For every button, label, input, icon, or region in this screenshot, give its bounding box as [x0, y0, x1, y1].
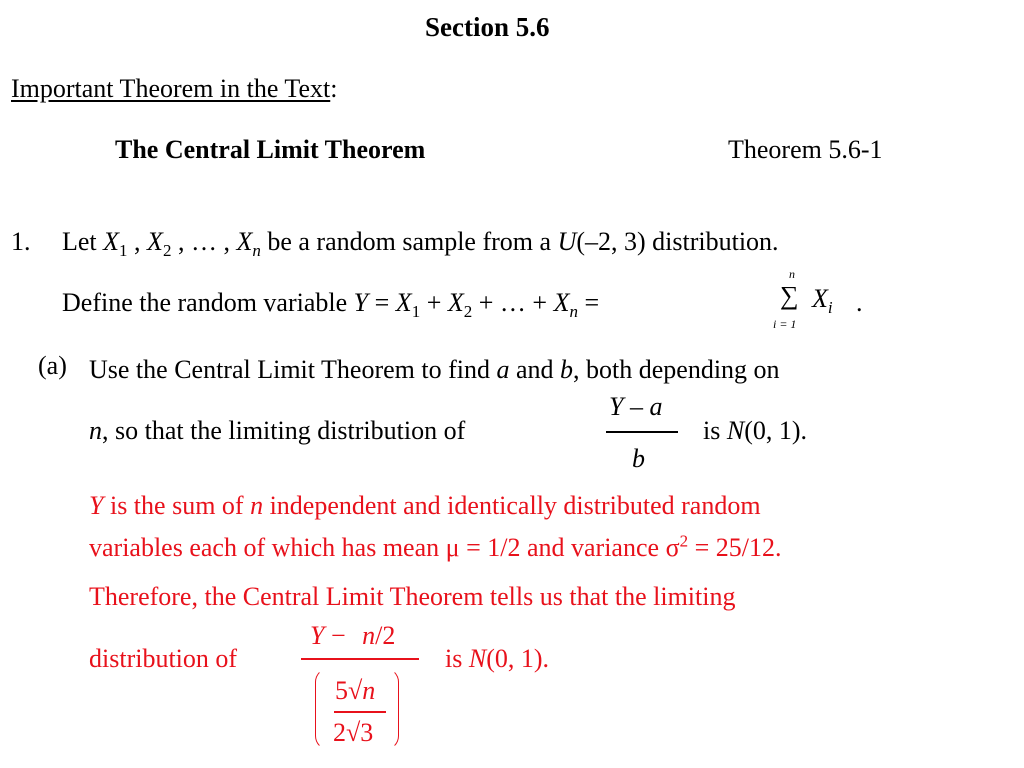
answer-line-4: distribution of — [89, 644, 238, 673]
answer-line-2: variables each of which has mean μ = 1/2 and variance $\sigma^2 = 25/12$. — [89, 531, 782, 562]
important-theorem-label: Important Theorem in the Text — [11, 74, 331, 103]
answer-line-3: Therefore, the Central Limit Theorem tells us that the limiting — [89, 582, 736, 611]
fraction-y-minus-a-numerator: Y – a — [609, 392, 663, 421]
inner-fraction-bar — [334, 711, 386, 713]
sum-lower-limit: i = 1 — [773, 317, 797, 331]
important-theorem-colon: : — [330, 74, 338, 103]
part-a-label: (a) — [38, 351, 67, 380]
denominator-bottom-2-sqrt-3: 2√3 — [333, 718, 374, 747]
part-a-line-1: Use the Central Limit Theorem to find a and b, both depending on — [89, 355, 780, 384]
sum-term: $X_i$ — [812, 284, 833, 318]
fraction-b-denominator: b — [632, 444, 645, 473]
problem-number: 1. — [11, 227, 31, 256]
important-theorem-heading — [11, 76, 337, 102]
theorem-name: The Central Limit Theorem — [115, 135, 426, 164]
denominator-top-5-sqrt-n: 5√n — [335, 676, 376, 705]
answer-line-4-tail: is N(0, 1). — [445, 644, 550, 673]
theorem-reference: Theorem 5.6-1 — [728, 135, 883, 164]
problem-line-2: Define the random variable $Y = X_1 + X_2$ + … + $X_n$ = — [62, 288, 600, 322]
problem-line-1: Let $X_1$ , $X_2$ , … , $X_n$ be a random sample from a U(–2, 3) distribution. — [62, 227, 779, 261]
answer-line-1: Y is the sum of n independent and identically distributed random — [89, 491, 761, 520]
page-title: Section 5.6 — [425, 12, 550, 42]
part-a-line-2: n, so that the limiting distribution of — [89, 416, 466, 445]
answer-fraction-numerator: Y − n/2 — [310, 621, 396, 650]
sum-upper-limit: n — [789, 267, 795, 281]
part-a-line-2-tail: is N(0, 1). — [703, 416, 808, 445]
summation-sign: ∑ — [780, 281, 799, 310]
fraction-bar — [606, 431, 678, 433]
problem-line-2-period: . — [856, 288, 863, 317]
answer-fraction-bar — [301, 658, 419, 660]
